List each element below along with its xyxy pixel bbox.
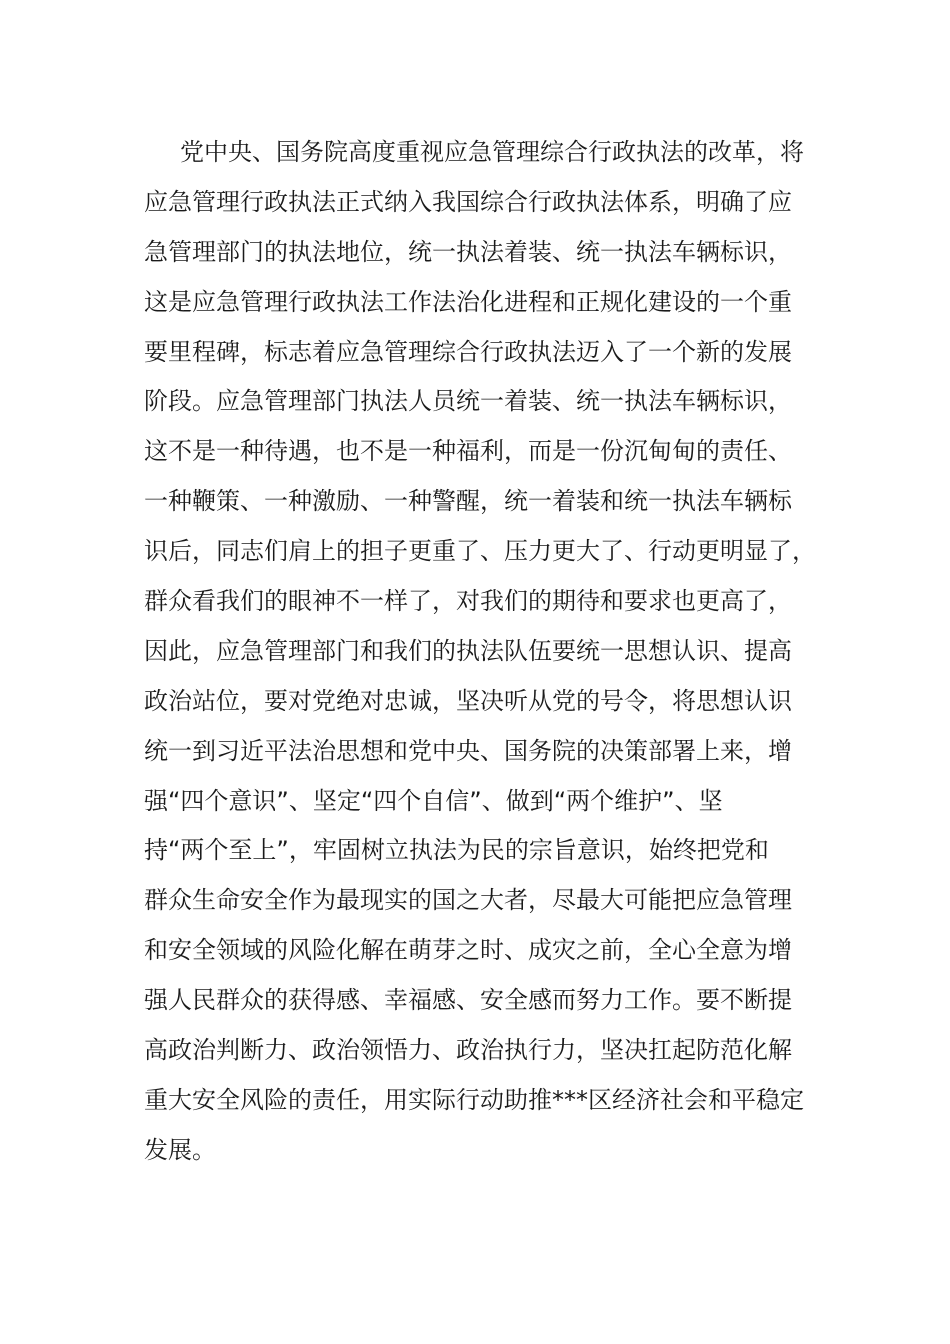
paragraph-line: 高政治判断力、政治领悟力、政治执行力，坚决扛起防范化解 <box>144 1036 792 1065</box>
paragraph-line: 政治站位，要对党绝对忠诚，坚决听从党的号令，将思想认识 <box>144 686 792 715</box>
body-paragraph <box>144 128 834 1176</box>
paragraph-line: 持“两个至上”，牢固树立执法为民的宗旨意识，始终把党和 <box>144 836 769 865</box>
paragraph-line: 阶段。应急管理部门执法人员统一着装、统一执法车辆标识， <box>144 387 792 416</box>
paragraph-line: 党中央、国务院高度重视应急管理综合行政执法的改革，将 <box>180 138 804 166</box>
paragraph-line: 群众生命安全作为最现实的国之大者，尽最大可能把应急管理 <box>144 886 792 915</box>
paragraph-line: 强“四个意识”、坚定“四个自信”、做到“两个维护”、坚 <box>144 786 723 815</box>
paragraph-line: 急管理部门的执法地位，统一执法着装、统一执法车辆标识， <box>144 237 792 266</box>
paragraph-line: 应急管理行政执法正式纳入我国综合行政执法体系，明确了应 <box>144 187 792 216</box>
paragraph-line: 一种鞭策、一种激励、一种警醒，统一着装和统一执法车辆标 <box>144 487 792 516</box>
paragraph-line: 重大安全风险的责任，用实际行动助推***区经济社会和平稳定 <box>144 1085 804 1114</box>
paragraph-line: 因此，应急管理部门和我们的执法队伍要统一思想认识、提高 <box>144 636 792 665</box>
paragraph-line: 要里程碑，标志着应急管理综合行政执法迈入了一个新的发展 <box>144 337 792 366</box>
paragraph-line: 和安全领域的风险化解在萌芽之时、成灾之前，全心全意为增 <box>144 936 792 965</box>
paragraph-line: 发展。 <box>144 1135 216 1164</box>
paragraph-line: 群众看我们的眼神不一样了，对我们的期待和要求也更高了， <box>144 587 792 616</box>
paragraph-line: 这是应急管理行政执法工作法治化进程和正规化建设的一个重 <box>144 287 792 316</box>
paragraph-line: 统一到习近平法治思想和党中央、国务院的决策部署上来，增 <box>144 736 792 765</box>
paragraph-line: 这不是一种待遇，也不是一种福利，而是一份沉甸甸的责任、 <box>144 437 792 466</box>
paragraph-line: 强人民群众的获得感、幸福感、安全感而努力工作。要不断提 <box>144 986 792 1015</box>
paragraph-line: 识后，同志们肩上的担子更重了、压力更大了、行动更明显了， <box>144 537 816 566</box>
